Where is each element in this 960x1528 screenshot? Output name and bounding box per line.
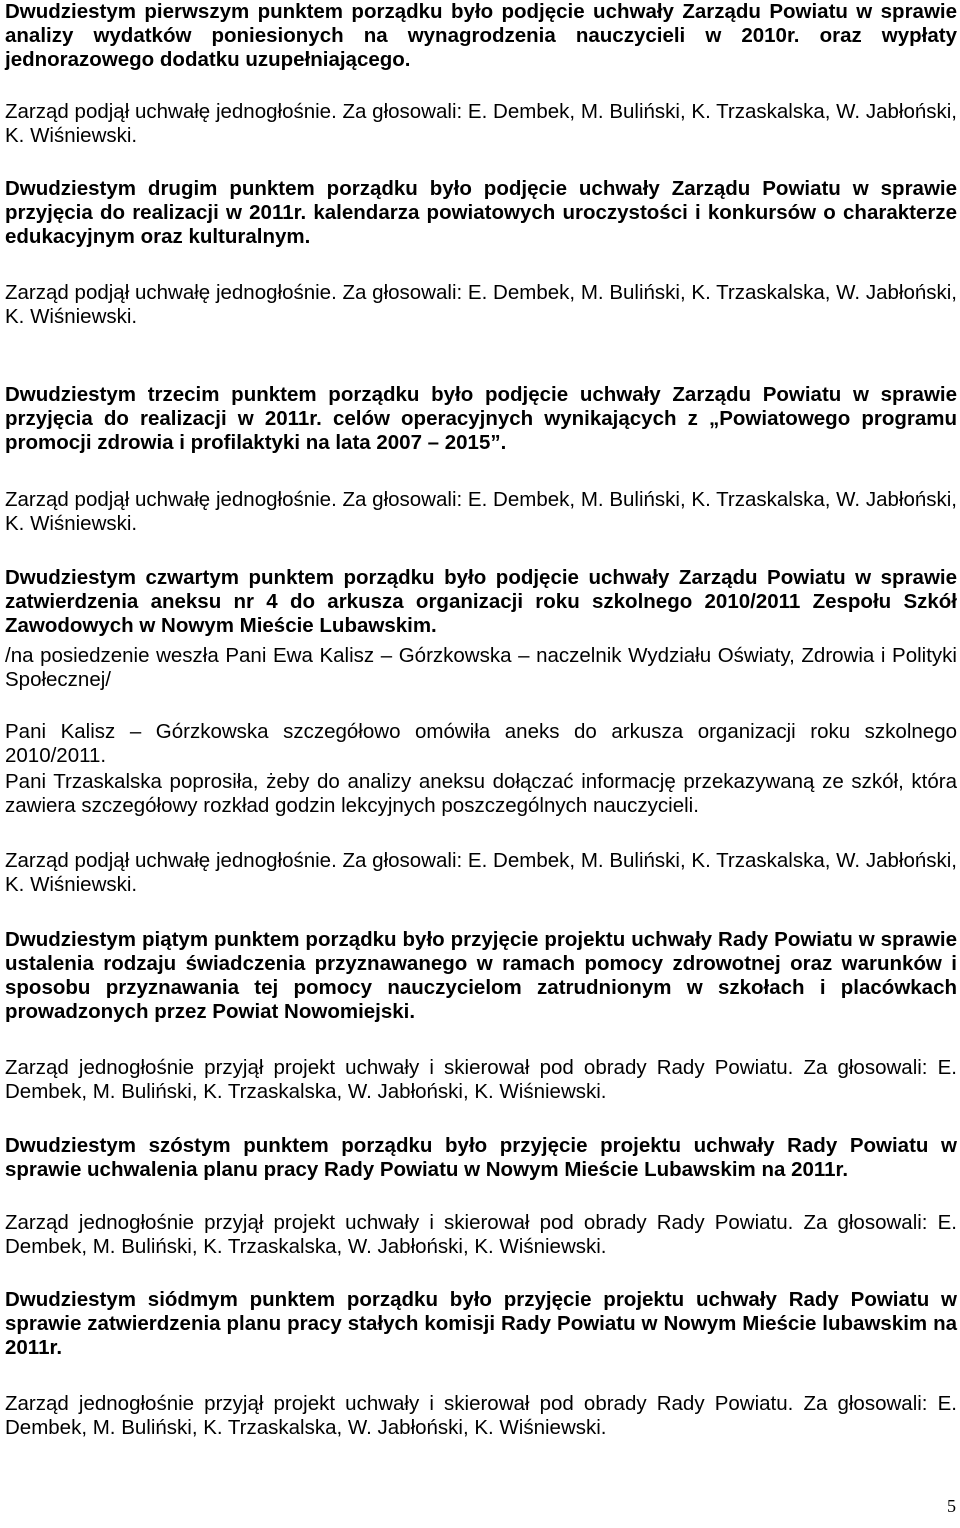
section-26-heading: Dwudziestym szóstym punktem porządku było przyjęcie projektu uchwały Rady Powiatu w sprawie uchwalenia planu pracy Rady Powiatu w Nowym Mieście Lubawskim na 2011r. (5, 1134, 957, 1181)
section-25-vote: Zarząd jednogłośnie przyjął projekt uchwały i skierował pod obrady Rady Powiatu. Za głosowali: E. Dembek, M. Buliński, K. Trzaskalska, W. Jabłoński, K. Wiśniewski. (5, 1056, 957, 1103)
section-24-vote: Zarząd podjął uchwałę jednogłośnie. Za głosowali: E. Dembek, M. Buliński, K. Trzaskalska, W. Jabłoński, K. Wiśniewski. (5, 849, 957, 896)
page-number: 5 (947, 1496, 956, 1516)
section-25-heading: Dwudziestym piątym punktem porządku było przyjęcie projektu uchwały Rady Powiatu w sprawie ustalenia rodzaju świadczenia przyznawanego w ramach pomocy zdrowotnej oraz warunków i sposobu przyznawania tej pomocy nauczycielom zatrudnionym w szkołach i placówkach prowadzonych przez Powiat Nowomiejski. (5, 928, 957, 1023)
section-27-vote: Zarząd jednogłośnie przyjął projekt uchwały i skierował pod obrady Rady Powiatu. Za głosowali: E. Dembek, M. Buliński, K. Trzaskalska, W. Jabłoński, K. Wiśniewski. (5, 1392, 957, 1439)
section-24-heading: Dwudziestym czwartym punktem porządku było podjęcie uchwały Zarządu Powiatu w sprawie zatwierdzenia aneksu nr 4 do arkusza organizacji roku szkolnego 2010/2011 Zespołu Szkół Zawodowych w Nowym Mieście Lubawskim. (5, 566, 957, 637)
section-27-heading: Dwudziestym siódmym punktem porządku było przyjęcie projektu uchwały Rady Powiatu w sprawie zatwierdzenia planu pracy stałych komisji Rady Powiatu w Nowym Mieście lubawskim na 2011r. (5, 1288, 957, 1359)
section-24-discussion-2: Pani Trzaskalska poprosiła, żeby do analizy aneksu dołączać informację przekazywaną ze szkół, która zawiera szczegółowy rozkład godzin lekcyjnych poszczególnych nauczycieli. (5, 770, 957, 817)
section-21-heading: Dwudziestym pierwszym punktem porządku było podjęcie uchwały Zarządu Powiatu w sprawie analizy wydatków poniesionych na wynagrodzenia nauczycieli w 2010r. oraz wypłaty jednorazowego dodatku uzupełniającego. (5, 0, 957, 71)
section-22-vote: Zarząd podjął uchwałę jednogłośnie. Za głosowali: E. Dembek, M. Buliński, K. Trzaskalska, W. Jabłoński, K. Wiśniewski. (5, 281, 957, 328)
section-22-heading: Dwudziestym drugim punktem porządku było podjęcie uchwały Zarządu Powiatu w sprawie przyjęcia do realizacji w 2011r. kalendarza powiatowych uroczystości i konkursów o charakterze edukacyjnym oraz kulturalnym. (5, 177, 957, 248)
section-23-heading: Dwudziestym trzecim punktem porządku było podjęcie uchwały Zarządu Powiatu w sprawie przyjęcia do realizacji w 2011r. celów operacyjnych wynikających z „Powiatowego programu promocji zdrowia i profilaktyki na lata 2007 – 2015”. (5, 383, 957, 454)
section-21-vote: Zarząd podjął uchwałę jednogłośnie. Za głosowali: E. Dembek, M. Buliński, K. Trzaskalska, W. Jabłoński, K. Wiśniewski. (5, 100, 957, 147)
section-24-note: /na posiedzenie weszła Pani Ewa Kalisz – Górzkowska – naczelnik Wydziału Oświaty, Zdrowia i Polityki Społecznej/ (5, 644, 957, 691)
section-23-vote: Zarząd podjął uchwałę jednogłośnie. Za głosowali: E. Dembek, M. Buliński, K. Trzaskalska, W. Jabłoński, K. Wiśniewski. (5, 488, 957, 535)
section-24-discussion-1: Pani Kalisz – Górzkowska szczegółowo omówiła aneks do arkusza organizacji roku szkolnego 2010/2011. (5, 720, 957, 767)
section-26-vote: Zarząd jednogłośnie przyjął projekt uchwały i skierował pod obrady Rady Powiatu. Za głosowali: E. Dembek, M. Buliński, K. Trzaskalska, W. Jabłoński, K. Wiśniewski. (5, 1211, 957, 1258)
